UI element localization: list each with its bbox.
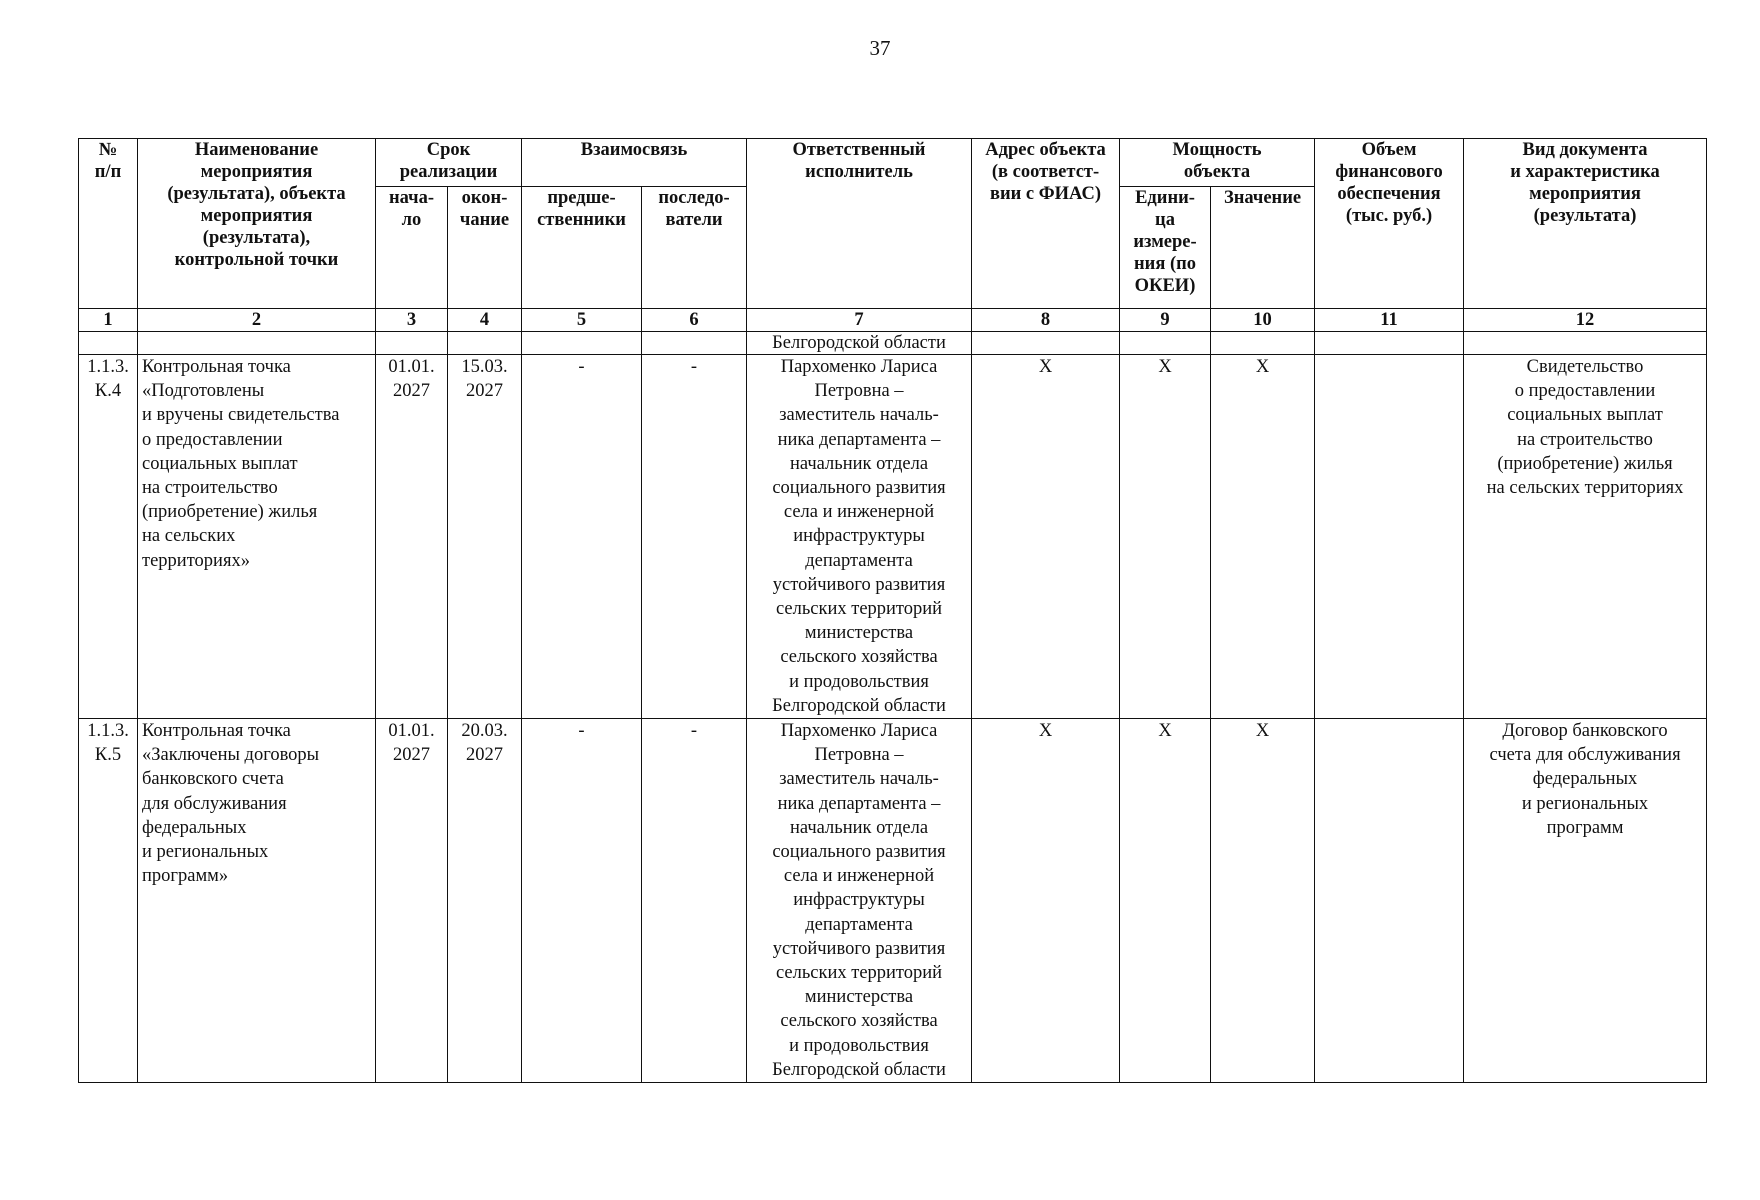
- header-capacity: Мощность объекта: [1120, 139, 1315, 187]
- row-pred: -: [522, 355, 642, 719]
- column-number: 10: [1211, 309, 1315, 332]
- measures-table: [78, 138, 1707, 1083]
- continuation-row: [79, 332, 1707, 355]
- column-number: 9: [1120, 309, 1211, 332]
- table-row: [79, 355, 1707, 719]
- row-address: X: [972, 719, 1120, 1083]
- column-number: 12: [1464, 309, 1707, 332]
- header-num: № п/п: [79, 139, 138, 309]
- row-finance: [1315, 355, 1464, 719]
- row-value: X: [1211, 719, 1315, 1083]
- row-finance: [1315, 719, 1464, 1083]
- header-cap-unit: Едини- ца измере- ния (по ОКЕИ): [1120, 187, 1211, 309]
- row-num: 1.1.3. К.5: [79, 719, 138, 1083]
- column-number: 7: [747, 309, 972, 332]
- header-finance: Объем финансового обеспечения (тыс. руб.): [1315, 139, 1464, 309]
- column-number: 6: [642, 309, 747, 332]
- row-succ: -: [642, 719, 747, 1083]
- row-end: 20.03. 2027: [448, 719, 522, 1083]
- header-responsible: Ответственный исполнитель: [747, 139, 972, 309]
- table-row: [79, 719, 1707, 1083]
- row-responsible: Пархоменко Лариса Петровна – заместитель началь- ника департамента – начальник отдела социального развития села и инженерной инфраструктуры департамента устойчивого развития сельских территорий министерства сельского хозяйства и продовольствия Белгородской области: [747, 355, 972, 719]
- header-name: Наименование мероприятия (результата), объекта мероприятия (результата), контрольной точки: [138, 139, 376, 309]
- column-number: 3: [376, 309, 448, 332]
- row-unit: X: [1120, 719, 1211, 1083]
- row-name: Контрольная точка «Подготовлены и вручены свидетельства о предоставлении социальных выплат на строительство (приобретение) жилья на сельских территориях»: [138, 355, 376, 719]
- row-doc: Договор банковского счета для обслуживания федеральных и региональных программ: [1464, 719, 1707, 1083]
- column-number: 8: [972, 309, 1120, 332]
- row-start: 01.01. 2027: [376, 355, 448, 719]
- header-term-start: нача- ло: [376, 187, 448, 309]
- header-cap-value: Значение: [1211, 187, 1315, 309]
- column-number: 4: [448, 309, 522, 332]
- row-pred: -: [522, 719, 642, 1083]
- column-number-row: [79, 309, 1707, 332]
- continuation-text: Белгородской области: [747, 332, 972, 355]
- column-number: 11: [1315, 309, 1464, 332]
- column-number: 2: [138, 309, 376, 332]
- header-link: Взаимосвязь: [522, 139, 747, 187]
- row-succ: -: [642, 355, 747, 719]
- column-number: 5: [522, 309, 642, 332]
- row-end: 15.03. 2027: [448, 355, 522, 719]
- row-value: X: [1211, 355, 1315, 719]
- column-number: 1: [79, 309, 138, 332]
- header-term: Срок реализации: [376, 139, 522, 187]
- row-start: 01.01. 2027: [376, 719, 448, 1083]
- header-address: Адрес объекта (в соответст- вии с ФИАС): [972, 139, 1120, 309]
- row-num: 1.1.3. К.4: [79, 355, 138, 719]
- table-header: [79, 139, 1707, 309]
- header-term-end: окон- чание: [448, 187, 522, 309]
- row-unit: X: [1120, 355, 1211, 719]
- header-link-pred: предше- ственники: [522, 187, 642, 309]
- row-doc: Свидетельство о предоставлении социальных выплат на строительство (приобретение) жилья на сельских территориях: [1464, 355, 1707, 719]
- header-doc-type: Вид документа и характеристика мероприятия (результата): [1464, 139, 1707, 309]
- row-address: X: [972, 355, 1120, 719]
- header-link-succ: последо- ватели: [642, 187, 747, 309]
- row-responsible: Пархоменко Лариса Петровна – заместитель началь- ника департамента – начальник отдела социального развития села и инженерной инфраструктуры департамента устойчивого развития сельских территорий министерства сельского хозяйства и продовольствия Белгородской области: [747, 719, 972, 1083]
- row-name: Контрольная точка «Заключены договоры банковского счета для обслуживания федеральных и региональных программ»: [138, 719, 376, 1083]
- page-number: 37: [869, 36, 891, 60]
